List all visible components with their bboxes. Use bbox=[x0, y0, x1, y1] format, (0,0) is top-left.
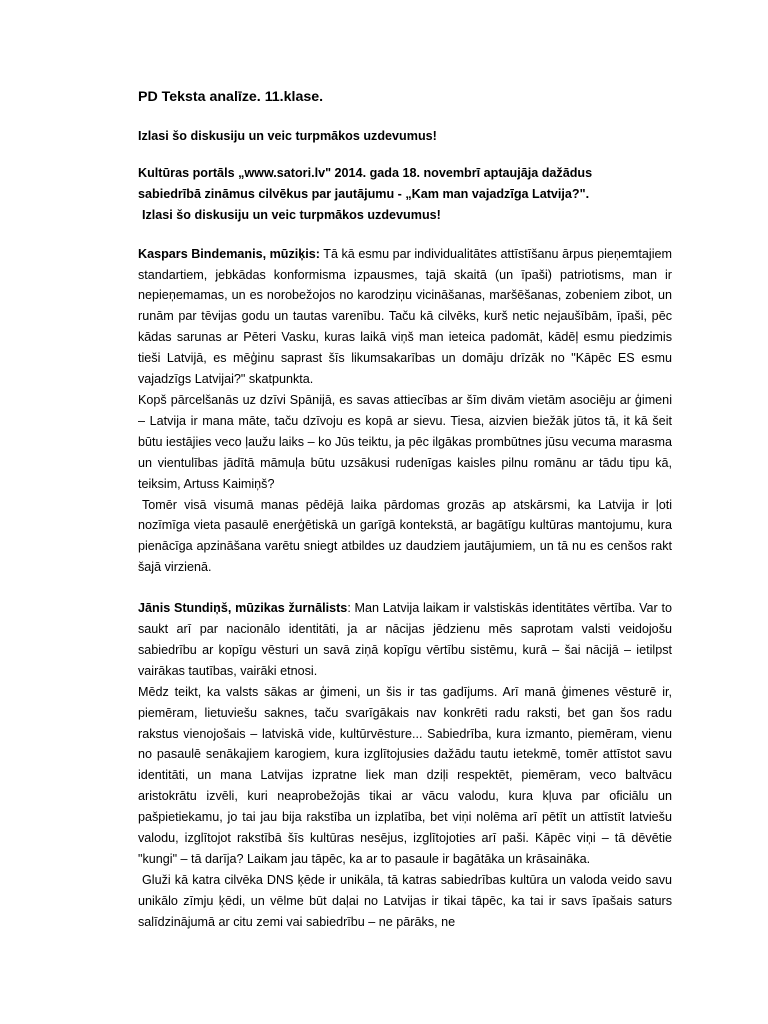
speaker-name: Kaspars Bindemanis, mūziķis: bbox=[138, 246, 320, 261]
section-2-paragraph-1 bbox=[138, 598, 672, 682]
section-stundins bbox=[138, 598, 672, 933]
intro-line-1: Kultūras portāls „www.satori.lv" 2014. gada 18. novembrī aptaujāja dažādus bbox=[138, 165, 593, 180]
document-page bbox=[138, 86, 672, 933]
section-spacer bbox=[138, 578, 672, 598]
section-2-paragraph-3: Gluži kā katra cilvēka DNS ķēde ir unikāla, tā katras sabiedrības kultūra un valoda veido savu unikālo zīmju ķēdi, un vēlme būt daļai no Latvijas ir tikai tāpēc, ka tai ir savs īpašais saturs salīdzinājumā ar citu zemi vai sabiedrību – ne pārāks, ne bbox=[138, 872, 672, 929]
instruction: Izlasi šo diskusiju un veic turpmākos uzdevumus! bbox=[138, 129, 437, 143]
paragraph-text: Tā kā esmu par individualitātes attīstīšanu ārpus pieņemtajiem standartiem, jebkādas konformisma izpausmes, tajā skaitā (un īpaši) patriotisms, man ir nepieņemamas, un es norobežojos no karodziņu vicināšanas, maršēšanas, zobeniem zibot, un runām par tēvijas godu un tautas varenību. Taču kā cilvēks, kurš netic nejaušībām, īpaši, pēc kādas sarunas ar Pēteri Vasku, kuras laikā viņš man ieteica padomāt, kādēļ esmu piedzimis tieši Latvijā, es mēģinu saprast šīs likumsakarības un domāju drīzāk no "Kāpēc ES esmu vajadzīgs Latvijai?" skatpunkta. bbox=[138, 246, 672, 387]
section-bindemanis bbox=[138, 244, 672, 579]
section-1-paragraph-1 bbox=[138, 244, 672, 390]
paragraph-text: : Man Latvija laikam ir valstiskās identitātes vērtība. Var to saukt arī par nacionālo identitāti, ja ar nācijas jēdzienu mēs saprotam valsti veidojošu sabiedrību ar kopīgu vēsturi un savā ziņā kopīgu vērtību sistēmu, kurā – šai nācijā – ietilpst vairākas tautības, vairāki etnosi. bbox=[138, 601, 672, 678]
section-2-paragraph-2: Mēdz teikt, ka valsts sākas ar ģimeni, un šis ir tas gadījums. Arī manā ģimenes vēsturē ir, piemēram, lietuviešu saknes, taču svarīgākais nav konkrēti radu raksti, bet gan šos radu rakstus vienojošais – latviskā vide, kultūrvēsture... Sabiedrība, kura izmanto, piemēram, vienu no pasaulē senākajiem karogiem, kura izglītojusies dažādu tautu ietekmē, tomēr attīstot savu identitāti, un mana Latvijas izpratne liek man dziļi respektēt, piemēram, veco baltvācu aristokrātu izvēli, kuri neaprobežojās tikai ar vācu valodu, kura kļuva par oficiālu un pašpietiekamu, jo tai jau bija rakstība un izplatība, bet viņi nolēma arī pētīt un attīstīt latviešu valodu, izglītojot rakstībā šīs kultūras nesējus, izglītojoties arī paši. Kāpēc viņi – tā dēvētie "kungi" – tā darīja? Laikam jau tāpēc, ka ar to pasaule ir bagātāka un krāsaināka. bbox=[138, 684, 672, 866]
intro-line-3: Izlasi šo diskusiju un veic turpmākos uzdevumus! bbox=[142, 207, 441, 222]
section-1-paragraph-2: Kopš pārcelšanās uz dzīvi Spānijā, es savas attiecības ar šīm divām vietām asociēju ar ģimeni – Latvija ir mana māte, taču dzīvoju es kopā ar sievu. Tiesa, aizvien biežāk jūtos tā, it kā šeit būtu iestājies veco ļaužu laiks – ko Jūs teiktu, ja pēc ilgākas prombūtnes jūsu vecuma marasma un vientulības jādītā māmuļa būtu uzsākusi rudenīgas kaisles pilnu romānu ar tādu tipu kā, teiksim, Artuss Kaimiņš? bbox=[138, 392, 672, 491]
section-1-paragraph-3: Tomēr visā visumā manas pēdējā laika pārdomas grozās ap atskārsmi, ka Latvija ir ļoti nozīmīga vieta pasaulē enerģētiskā un garīgā kontekstā, ar bagātīgu kultūras mantojumu, kura pienācīga apzināšana varētu sniegt atbildes uz daudziem jautājumiem, un tā nu es cenšos rakt šajā virzienā. bbox=[138, 497, 672, 575]
document-title: PD Teksta analīze. 11.klase. bbox=[138, 89, 324, 105]
intro-line-2: sabiedrībā zināmus cilvēkus par jautājumu - „Kam man vajadzīga Latvija?". bbox=[138, 186, 590, 201]
speaker-name: Jānis Stundiņš, mūzikas žurnālists bbox=[138, 601, 348, 616]
intro-paragraph bbox=[138, 163, 672, 226]
